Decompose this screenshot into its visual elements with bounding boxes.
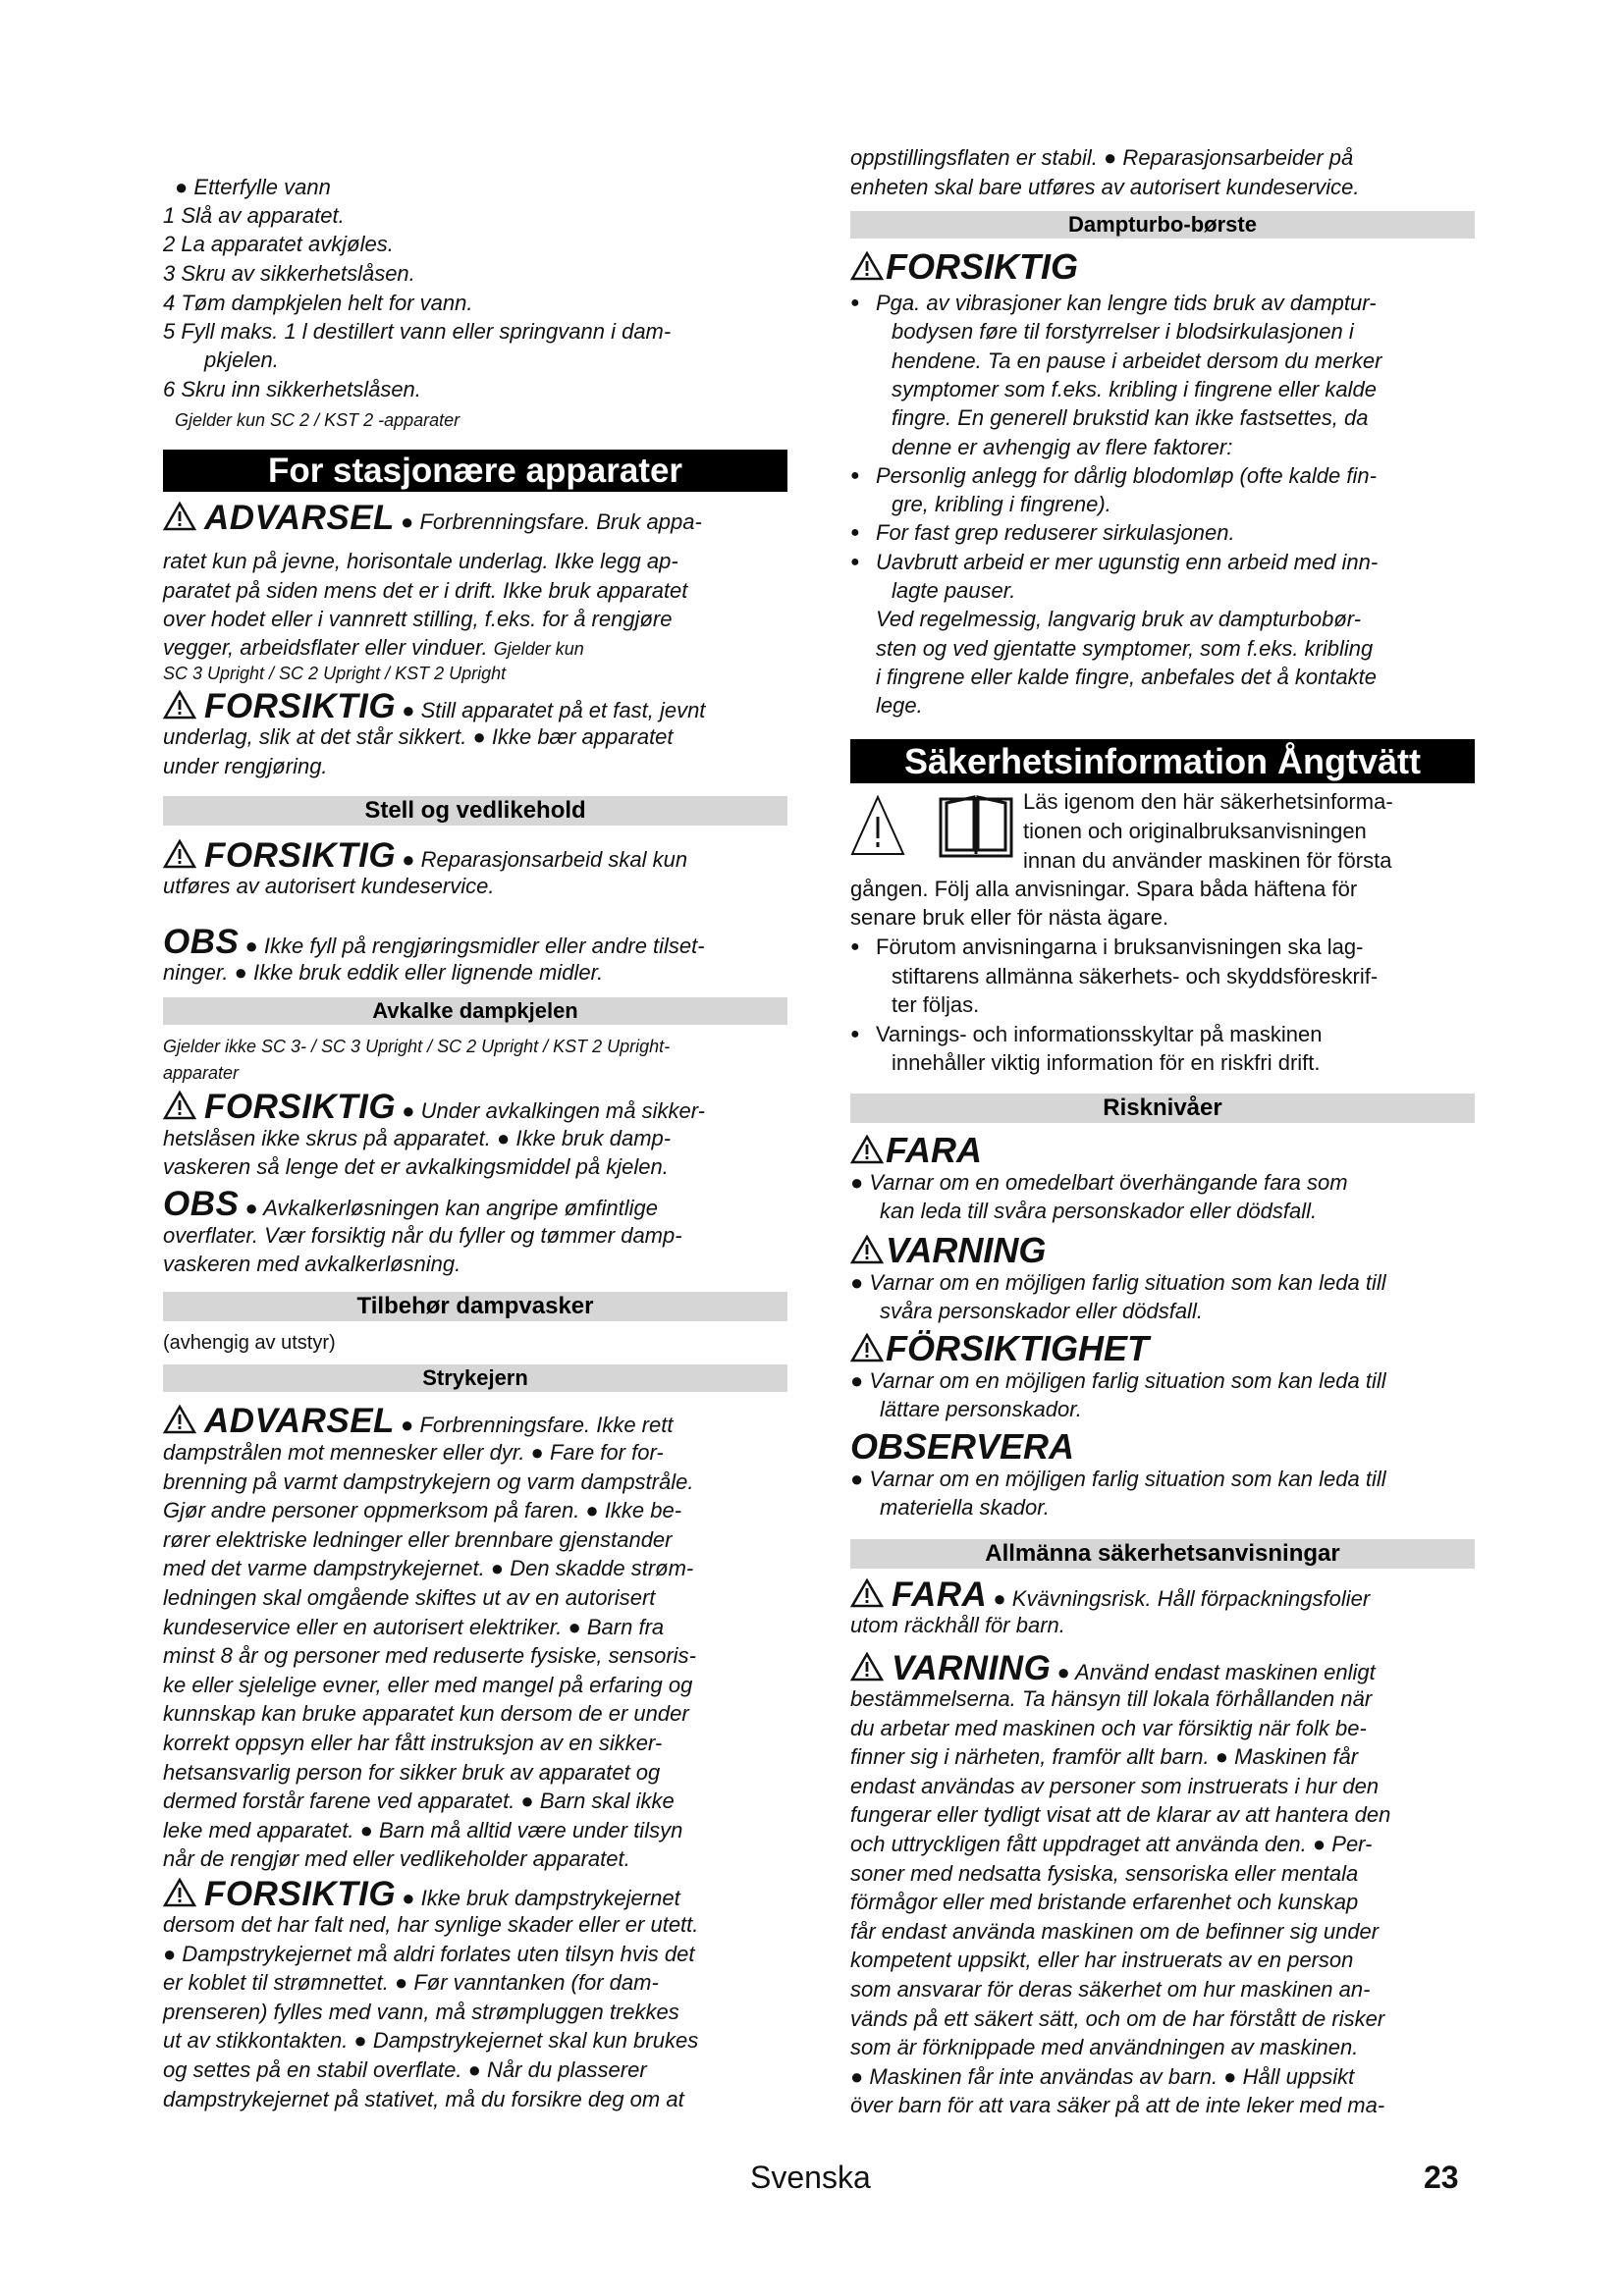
step-6: 6 Skru inn sikkerhetslåsen.	[163, 377, 421, 401]
warning-2: ADVARSEL ● Forbrenningsfare. Ikke rett	[163, 1402, 787, 1445]
descale-applies: Gjelder ikke SC 3- / SC 3 Upright / SC 2 Upright / KST 2 Upright-	[163, 1037, 671, 1056]
list-item-text: sten og ved gjentatte symptomer, som f.eks. kribling	[876, 635, 1374, 661]
body-line: förmågor eller med bristande erfarenhet och kunskap	[850, 1890, 1359, 1915]
body-line: dermed forstår farene ved apparatet. ● Barn skal ikke	[163, 1789, 675, 1814]
list-item-text: lagte pauser.	[892, 578, 1016, 603]
list-item-text: Uavbrutt arbeid er mer ugunstig enn arbeid med inn-	[876, 549, 1379, 574]
list-item-line	[850, 576, 1475, 606]
warning-triangle-icon	[163, 1878, 196, 1907]
risk-varning-line: ● Varnar om en möjligen farlig situation som kan leda till	[850, 1270, 1386, 1295]
bullet-icon: ●	[850, 1025, 860, 1042]
list-item-line	[850, 461, 1475, 491]
safety-intro-line: Läs igenom den här säkerhetsinforma-	[1023, 789, 1393, 814]
caution-3-line: hetslåsen ikke skrus på apparatet. ● Ikke bruk damp-	[163, 1126, 672, 1150]
section-safety: Säkerhetsinformation Ångtvätt	[850, 739, 1475, 783]
caution-1-line: under rengjøring.	[163, 754, 328, 778]
caution-3: FORSIKTIG ● Under avkalkingen må sikker-	[163, 1088, 787, 1131]
step-5-cont: pkjelen.	[204, 347, 279, 372]
body-line: bestämmelserna. Ta hänsyn till lokala förhållanden när	[850, 1686, 1373, 1711]
notice-2: OBS ● Avkalkerløsningen kan angripe ømfintlige	[163, 1185, 658, 1223]
section-accessories: Tilbehør dampvasker	[163, 1292, 787, 1321]
warning-triangle-icon	[850, 1235, 884, 1264]
warning-1-line: ratet kun på jevne, horisontale underlag. Ikke legg ap-	[163, 549, 678, 573]
footer-language: Svenska	[750, 2160, 871, 2195]
caution-2: FORSIKTIG ● Reparasjonsarbeid skal kun	[163, 836, 787, 880]
step-4: 4 Tøm dampkjelen helt for vann.	[163, 291, 473, 315]
body-line: leke med apparatet. ● Barn må alltid være under tilsyn	[163, 1817, 683, 1842]
caution-4: FORSIKTIG ● Ikke bruk dampstrykejernet	[163, 1875, 787, 1918]
section-care: Stell og vedlikehold	[163, 796, 787, 826]
section-descale: Avkalke dampkjelen	[163, 997, 787, 1025]
risk-fara-line: kan leda till svåra personskador eller dödsfall.	[880, 1199, 1318, 1223]
body-line: du arbetar med maskinen och var försiktig när folk be-	[850, 1715, 1367, 1740]
body-line: finner sig i närheten, framför allt barn. ● Maskinen får	[850, 1744, 1359, 1770]
notice-1: OBS ● Ikke fyll på rengjøringsmidler eller andre tilset-	[163, 923, 705, 961]
risk-observera-line: ● Varnar om en möjligen farlig situation som kan leda till	[850, 1467, 1386, 1491]
body-line: dersom det har falt ned, har synlige skader eller er utett.	[163, 1912, 699, 1937]
caution-1: FORSIKTIG ● Still apparatet på et fast, jevnt	[163, 687, 787, 730]
body-line: hetsansvarlig person for sikker bruk av apparatet og	[163, 1759, 661, 1785]
applies-note: Gjelder kun SC 2 / KST 2 -apparater	[175, 410, 460, 430]
accessories-note: (avhengig av utstyr)	[163, 1332, 336, 1354]
cont-line: oppstillingsflaten er stabil. ● Reparasjonsarbeider på	[850, 145, 1354, 170]
warning-triangle-icon	[850, 251, 884, 281]
bullet-icon: ●	[850, 466, 860, 484]
body-line: minst 8 år og personer med reduserte fysiske, sensoris-	[163, 1643, 696, 1669]
warning-triangle-icon	[163, 502, 196, 531]
descale-applies: apparater	[163, 1063, 240, 1083]
list-item-line	[850, 990, 1475, 1020]
warning-triangle-icon	[163, 1091, 196, 1120]
warning-triangle-icon	[850, 1333, 884, 1362]
warning-triangle-icon	[163, 690, 196, 720]
risk-observera: OBSERVERA	[850, 1426, 1075, 1467]
safety-intro-line: senare bruk eller för nästa ägare.	[850, 905, 1169, 930]
list-item-text: bodysen føre til forstyrrelser i blodsirkulasjonen i	[892, 319, 1354, 345]
list-item-line	[850, 691, 1475, 721]
step-1: 1 Slå av apparatet.	[163, 203, 345, 228]
list-item-line	[850, 518, 1475, 548]
list-item-line	[850, 634, 1475, 664]
manual-book-icon	[937, 791, 1015, 860]
risk-fara-line: ● Varnar om en omedelbart överhängande fara som	[850, 1170, 1348, 1195]
warning-1-line: over hodet eller i vannrett stilling, f.eks. for å rengjøre	[163, 607, 673, 631]
section-general-safety: Allmänna säkerhetsanvisningar	[850, 1539, 1475, 1569]
list-item-text: Personlig anlegg for dårlig blodomløp (ofte kalde fin-	[876, 462, 1377, 488]
warning-triangle-icon	[163, 1405, 196, 1434]
body-line: er koblet til strømnettet. ● Før vanntanken (for dam-	[163, 1970, 659, 1996]
body-line: med det varme dampstrykejernet. ● Den skadde strøm-	[163, 1556, 694, 1581]
list-item-line	[850, 490, 1475, 519]
warning-1: ADVARSEL ● Forbrenningsfare. Bruk appa-	[163, 499, 787, 542]
list-item-text: stiftarens allmänna säkerhets- och skyddsföreskrif-	[892, 963, 1379, 988]
list-item-line	[850, 347, 1475, 376]
list-item-line	[850, 433, 1475, 462]
list-item-text: lege.	[876, 693, 923, 719]
list-item-text: innehåller viktig information för en riskfri drift.	[892, 1050, 1321, 1076]
bullet-icon: ●	[850, 938, 860, 955]
warning-triangle-icon	[850, 1652, 884, 1682]
warning-read-manual-icon	[850, 793, 948, 862]
list-item-text: symptomer som f.eks. kribling i fingrene eller kalde	[892, 376, 1377, 401]
body-line: kundeservice eller en autorisert elektriker. ● Barn fra	[163, 1614, 665, 1639]
refill-heading: ● Etterfylle vann	[175, 175, 331, 199]
safety-intro-line: innan du använder maskinen för första	[1023, 848, 1392, 873]
list-item-line	[850, 962, 1475, 991]
list-item-text: ter följas.	[892, 992, 980, 1018]
list-item-line	[850, 1020, 1475, 1049]
caution-2-line: utføres av autorisert kundeservice.	[163, 874, 495, 898]
cont-line: enheten skal bare utføres av autorisert kundeservice.	[850, 175, 1360, 199]
notice-2-line: overflater. Vær forsiktig når du fyller og tømmer damp-	[163, 1223, 682, 1248]
body-line: som ansvarar för deras säkerhet om hur maskinen an-	[850, 1977, 1371, 2002]
step-2: 2 La apparatet avkjøles.	[163, 232, 394, 256]
body-line: endast användas av personer som instruerats i hur den	[850, 1773, 1380, 1798]
body-line: Gjør andre personer oppmerksom på faren. ● Ikke be-	[163, 1498, 682, 1523]
risk-varning-line: svåra personskador eller dödsfall.	[880, 1299, 1203, 1323]
list-item-text: denne er avhengig av flere faktorer:	[892, 434, 1233, 459]
body-line: fungerar eller tydligt visat att de klarar av att hantera den	[850, 1802, 1391, 1828]
safety-intro-line: tionen och originalbruksanvisningen	[1023, 819, 1367, 843]
risk-forsiktighet-line: ● Varnar om en möjligen farlig situation som kan leda till	[850, 1368, 1386, 1393]
general-fara-line: utom räckhåll för barn.	[850, 1613, 1065, 1637]
body-line: korrekt oppsyn eller har fått instruksjon av en sikker-	[163, 1731, 663, 1755]
body-line: og settes på en stabil overflate. ● Når du plasserer	[163, 2057, 647, 2082]
list-item-text: i fingrene eller kalde fingre, anbefales det å kontakte	[876, 664, 1377, 689]
list-item-line	[850, 548, 1475, 577]
notice-2-line: vaskeren med avkalkerløsning.	[163, 1252, 461, 1276]
body-line: kunnskap kan bruke apparatet kun dersom de er under	[163, 1701, 689, 1727]
list-item-text: fingre. En generell brukstid kan ikke fastsettes, da	[892, 405, 1369, 431]
list-item-text: Förutom anvisningarna i bruksanvisningen ska lag-	[876, 934, 1364, 959]
body-line: som är förknippade med användningen av maskinen.	[850, 2035, 1359, 2060]
section-turbo-brush: Dampturbo-børste	[850, 211, 1475, 239]
list-item-text: gre, kribling i fingrene).	[892, 492, 1111, 517]
list-item-line	[850, 605, 1475, 634]
list-item-text: Pga. av vibrasjoner kan lengre tids bruk av damptur-	[876, 291, 1377, 315]
risk-observera-line: materiella skador.	[880, 1495, 1050, 1520]
warning-triangle-icon	[850, 1578, 884, 1608]
risk-forsiktighet: FÖRSIKTIGHET	[850, 1327, 1475, 1375]
body-line: ut av stikkontakten. ● Dampstrykejernet skal kun brukes	[163, 2028, 699, 2054]
step-5: 5 Fyll maks. 1 l destillert vann eller springvann i dam-	[163, 319, 672, 344]
body-line: dampstrålen mot mennesker eller dyr. ● Fare for for-	[163, 1440, 664, 1465]
warning-1-applies: SC 3 Upright / SC 2 Upright / KST 2 Upright	[163, 664, 507, 683]
body-line: prenseren) fylles med vann, må strømpluggen trekkes	[163, 1999, 679, 2024]
body-line: dampstrykejernet på stativet, må du forsikre deg om at	[163, 2086, 684, 2111]
warning-triangle-icon	[163, 839, 196, 869]
safety-intro-line: gången. Följ alla anvisningar. Spara båda häftena för	[850, 877, 1358, 901]
general-fara: FARA ● Kvävningsrisk. Håll förpackningsfolier	[850, 1575, 1475, 1619]
warning-1-line: vegger, arbeidsflater eller vinduer. Gjelder kun	[163, 635, 584, 660]
bullet-icon: ●	[850, 553, 860, 570]
risk-varning: VARNING	[850, 1229, 1475, 1277]
list-item-line	[850, 933, 1475, 962]
bullet-icon: ●	[850, 294, 860, 311]
list-item-line	[850, 375, 1475, 404]
warning-triangle-icon	[850, 1135, 884, 1164]
turbo-caution: FORSIKTIG	[850, 245, 1475, 294]
caution-3-line: vaskeren så lenge det er avkalkingsmiddel på kjelen.	[163, 1154, 669, 1179]
risk-fara: FARA	[850, 1129, 1475, 1177]
list-item-line	[850, 663, 1475, 692]
caution-1-line: underlag, slik at det står sikkert. ● Ikke bær apparatet	[163, 724, 674, 749]
body-line: soner med nedsatta fysiska, sensoriska eller mentala	[850, 1860, 1359, 1886]
body-line: brenning på varmt dampstrykejern og varm dampstråle.	[163, 1468, 694, 1494]
list-item-text: Ved regelmessig, langvarig bruk av dampturbobør-	[876, 607, 1362, 632]
list-item-line	[850, 403, 1475, 433]
body-line: över barn för att vara säker på att de inte leker med ma-	[850, 2093, 1385, 2118]
list-item-text: For fast grep reduserer sirkulasjonen.	[876, 520, 1235, 546]
section-risk-levels: Risknivåer	[850, 1094, 1475, 1123]
list-item-text: Varnings- och informationsskyltar på maskinen	[876, 1021, 1323, 1046]
body-line: och uttryckligen fått uppdraget att använda den. ● Per-	[850, 1832, 1373, 1856]
notice-1-line: ninger. ● Ikke bruk eddik eller lignende midler.	[163, 960, 604, 985]
body-line: ledningen skal omgående skiftes ut av en autorisert	[163, 1585, 656, 1610]
warning-1-line: paratet på siden mens det er i drift. Ikke bruk apparatet	[163, 578, 688, 603]
general-varning: VARNING ● Använd endast maskinen enligt	[850, 1649, 1475, 1692]
risk-forsiktighet-line: lättare personskador.	[880, 1397, 1082, 1421]
body-line: ke eller sjelelige evner, eller med mangel på erfaring og	[163, 1672, 693, 1697]
body-line: kompetent uppsikt, eller har instruerats av en person	[850, 1948, 1354, 1973]
list-item-line	[850, 317, 1475, 347]
body-line: ● Maskinen får inte användas av barn. ● Håll uppsikt	[850, 2063, 1355, 2089]
list-item-line	[850, 1048, 1475, 1078]
body-line: når de rengjør med eller vedlikeholder apparatet.	[163, 1846, 630, 1872]
section-iron: Strykejern	[163, 1364, 787, 1392]
list-item-text: hendene. Ta en pause i arbeidet dersom du merker	[892, 347, 1382, 373]
body-line: ● Dampstrykejernet må aldri forlates uten tilsyn hvis det	[163, 1941, 695, 1966]
body-line: vänds på ett säkert sätt, och om de har förstått de risker	[850, 2005, 1385, 2031]
section-stationary: For stasjonære apparater	[163, 450, 787, 492]
page-number: 23	[1424, 2160, 1459, 2195]
bullet-icon: ●	[850, 524, 860, 542]
list-item-line	[850, 289, 1475, 318]
body-line: rører elektriske ledninger eller brennbare gjenstander	[163, 1526, 673, 1552]
body-line: får endast använda maskinen om de befinner sig under	[850, 1918, 1380, 1944]
step-3: 3 Skru av sikkerhetslåsen.	[163, 261, 415, 286]
